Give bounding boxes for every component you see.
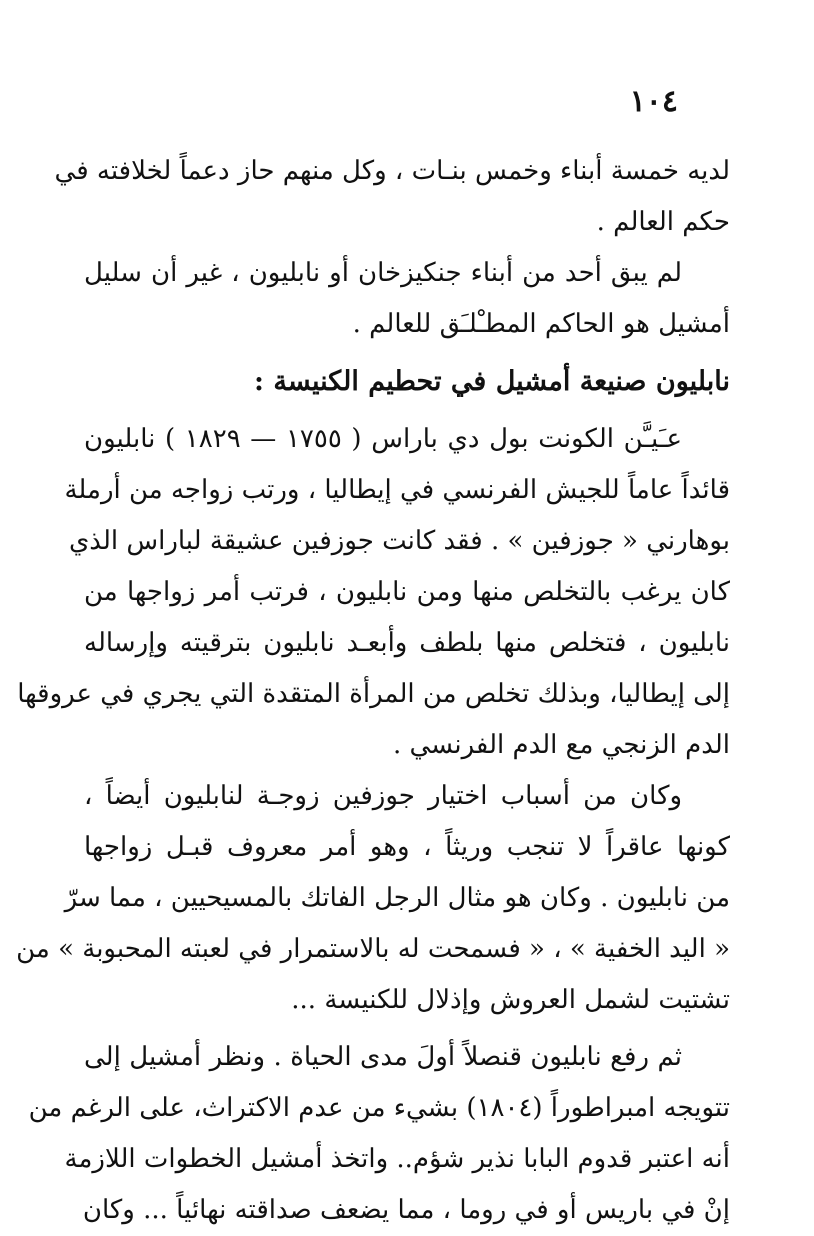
- text-line: حكم العالم .: [596, 207, 730, 237]
- page-number: ١٠٤: [629, 84, 678, 119]
- page-content: [16, 146, 730, 1236]
- paragraph-5: [28, 1032, 730, 1236]
- text-line: بوهارني « جوزفين » . فقد كانت جوزفين عشيقة لباراس الذي: [68, 526, 730, 556]
- text-line: الدم الزنجي مع الدم الفرنسي .: [392, 730, 730, 760]
- text-line: لم يبق أحد من أبناء جنكيزخان أو نابليون ، غير أن سليل: [84, 258, 682, 288]
- text-line: إلى إيطاليا، وبذلك تخلص من المرأة المتقدة التي يجري في عروقها: [17, 679, 730, 709]
- text-line: نابليون ، فتخلص منها بلطف وأبعـد نابليون بترقيته وإرساله: [84, 628, 730, 658]
- text-line: وكان من أسباب اختيار جوزفين زوجـة لنابليون أيضاً ،: [84, 781, 682, 811]
- paragraph-3: [17, 414, 730, 771]
- text-line: قائداً عاماً للجيش الفرنسي في إيطاليا ، ورتب زواجه من أرملة: [64, 475, 730, 505]
- text-line: كان يرغب بالتخلص منها ومن نابليون ، فرتب أمر زواجها من: [84, 577, 730, 607]
- text-line: أنه اعتبر قدوم البابا نذير شؤم.. واتخذ أمشيل الخطوات اللازمة: [64, 1144, 730, 1174]
- paragraph-4: [16, 771, 730, 1026]
- paragraph-2: [84, 248, 730, 350]
- text-line: تشتيت لشمل العروش وإذلال للكنيسة ...: [291, 985, 730, 1015]
- paragraph-1: [54, 146, 730, 248]
- text-line: إنْ في باريس أو في روما ، مما يضعف صداقته نهائياً ... وكان: [82, 1195, 730, 1225]
- text-line: « اليد الخفية » ، « فسمحت له بالاستمرار في لعبته المحبوبة » من: [16, 934, 730, 964]
- text-line: كونها عاقراً لا تنجب وريثاً ، وهو أمر معروف قبـل زواجها: [84, 832, 730, 862]
- section-heading: نابليون صنيعة أمشيل في تحطيم الكنيسة :: [254, 366, 730, 397]
- text-line: ثم رفع نابليون قنصلاً أولَ مدى الحياة . ونظر أمشيل إلى: [84, 1042, 682, 1072]
- text-line: من نابليون . وكان هو مثال الرجل الفاتك بالمسيحيين ، مما سرّ: [64, 883, 730, 913]
- text-line: تتويجه امبراطوراً (١٨٠٤) بشيء من عدم الاكتراث، على الرغم من: [28, 1093, 730, 1123]
- text-line: عـَيـَّن الكونت بول دي باراس ( ١٧٥٥ — ١٨٢٩ ) نابليون: [84, 424, 683, 454]
- text-line: لديه خمسة أبناء وخمس بنـات ، وكل منهم حاز دعماً لخلافته في: [54, 156, 730, 186]
- text-line: أمشيل هو الحاكم المطـْلـَق للعالم .: [352, 309, 730, 339]
